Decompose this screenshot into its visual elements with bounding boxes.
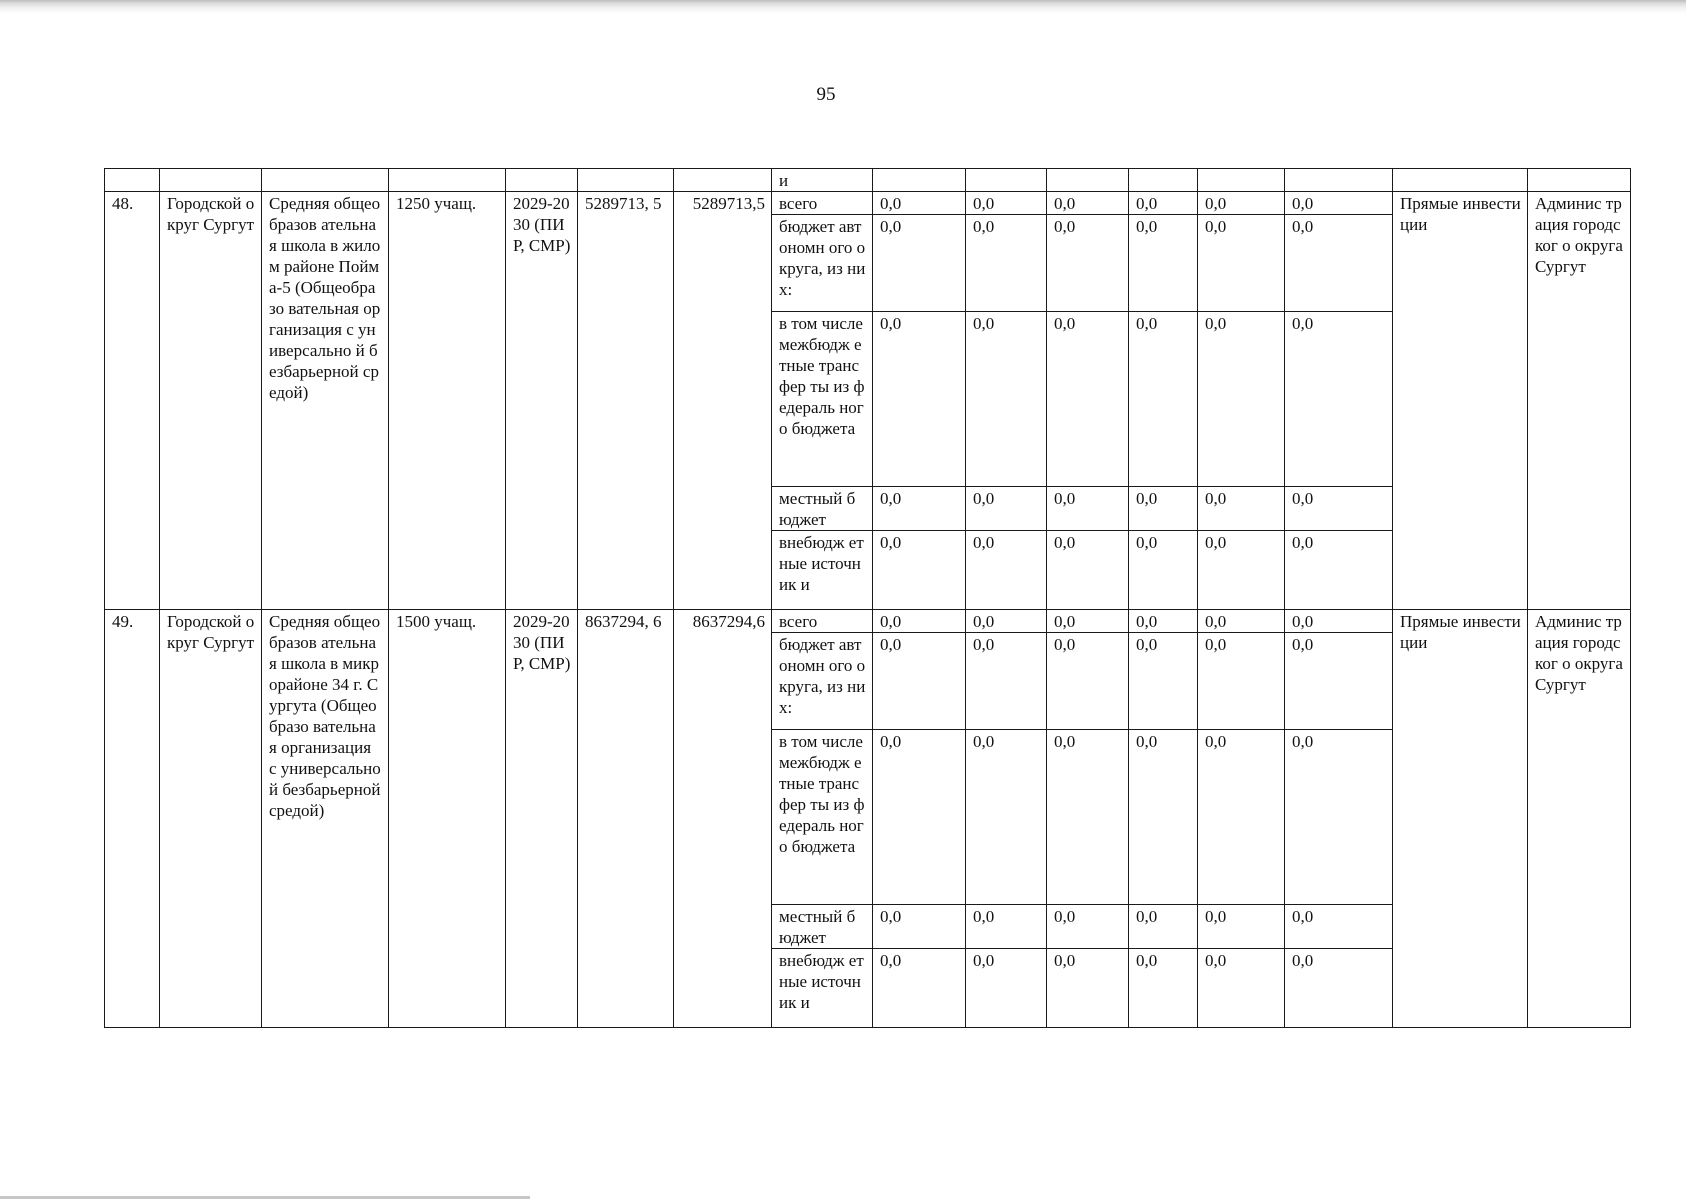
funding-value-cell: 0,0 (1285, 633, 1393, 730)
funding-value-cell: 0,0 (966, 531, 1047, 610)
table-cell (1528, 169, 1631, 192)
table-cell (105, 169, 160, 192)
municipality-cell: Городской округ Сургут (160, 610, 262, 1028)
period-cell: 2029-2030 (ПИР, СМР) (506, 192, 578, 610)
funding-value-cell: 0,0 (1285, 531, 1393, 610)
table-cell (1393, 169, 1528, 192)
funding-value-cell: 0,0 (1285, 215, 1393, 312)
scan-edge-top (0, 0, 1686, 14)
funding-source-cell: местный бюджет (772, 905, 873, 949)
funding-value-cell: 0,0 (1129, 312, 1198, 487)
table-cell (262, 169, 389, 192)
funding-value-cell: 0,0 (966, 730, 1047, 905)
funding-value-cell: 0,0 (1129, 531, 1198, 610)
funding-value-cell: 0,0 (873, 633, 966, 730)
funding-value-cell: 0,0 (966, 215, 1047, 312)
funding-value-cell: 0,0 (1198, 633, 1285, 730)
funding-source-cell: в том числе межбюдж етные трансфер ты из федераль ного бюджета (772, 730, 873, 905)
table-cell (389, 169, 506, 192)
funding-value-cell: 0,0 (1047, 730, 1129, 905)
funding-value-cell: 0,0 (1129, 633, 1198, 730)
object-name-cell: Средняя общеобразов ательная школа в микрорайоне 34 г. Сургута (Общеобразо вательная организация с универсально й безбарьерной средой) (262, 610, 389, 1028)
funding-value-cell: 0,0 (966, 633, 1047, 730)
capacity-cell: 1250 учащ. (389, 192, 506, 610)
funding-value-cell: 0,0 (966, 312, 1047, 487)
funding-value-cell: 0,0 (1047, 312, 1129, 487)
funding-value-cell: 0,0 (873, 312, 966, 487)
funding-source-cell: всего (772, 192, 873, 215)
funding-value-cell: 0,0 (873, 730, 966, 905)
funding-value-cell: 0,0 (1129, 949, 1198, 1028)
funding-value-cell: 0,0 (1198, 487, 1285, 531)
investment-table (104, 168, 1631, 1028)
funding-value-cell: 0,0 (873, 949, 966, 1028)
funding-value-cell: 0,0 (873, 215, 966, 312)
funding-value-cell: 0,0 (1198, 949, 1285, 1028)
funding-source-tail: и (772, 169, 873, 192)
row-number: 49. (105, 610, 160, 1028)
funding-value-cell: 0,0 (1047, 215, 1129, 312)
object-name-cell: Средняя общеобразов ательная школа в жилом районе Пойма-5 (Общеобразо вательная организация с универсально й безбарьерной средой) (262, 192, 389, 610)
funding-value-cell: 0,0 (1285, 192, 1393, 215)
funding-value-cell: 0,0 (873, 905, 966, 949)
funding-value-cell: 0,0 (1047, 487, 1129, 531)
cost-total-cell: 8637294,6 (674, 610, 772, 1028)
table-cell (578, 169, 674, 192)
funding-value-cell: 0,0 (1129, 487, 1198, 531)
funding-value-cell: 0,0 (873, 192, 966, 215)
funding-source-cell: бюджет автономн ого округа, из них: (772, 215, 873, 312)
funding-value-cell: 0,0 (966, 949, 1047, 1028)
cost-cell: 8637294, 6 (578, 610, 674, 1028)
funding-value-cell: 0,0 (1129, 215, 1198, 312)
table-cell (160, 169, 262, 192)
funding-value-cell: 0,0 (966, 487, 1047, 531)
funding-value-cell: 0,0 (1129, 610, 1198, 633)
table-cell (873, 169, 966, 192)
funding-value-cell: 0,0 (1285, 487, 1393, 531)
funding-value-cell: 0,0 (1198, 610, 1285, 633)
cost-cell: 5289713, 5 (578, 192, 674, 610)
scan-edge-bottom (0, 1196, 530, 1199)
funding-value-cell: 0,0 (1198, 312, 1285, 487)
table-cell (1198, 169, 1285, 192)
funding-value-cell: 0,0 (873, 531, 966, 610)
funding-value-cell: 0,0 (873, 610, 966, 633)
funding-value-cell: 0,0 (873, 487, 966, 531)
funding-value-cell: 0,0 (966, 905, 1047, 949)
funding-value-cell: 0,0 (1198, 192, 1285, 215)
funding-value-cell: 0,0 (1285, 949, 1393, 1028)
funding-value-cell: 0,0 (1047, 633, 1129, 730)
funding-value-cell: 0,0 (1198, 730, 1285, 905)
project-row (105, 192, 1631, 215)
investment-type-cell: Прямые инвестиции (1393, 192, 1528, 610)
table-cell (966, 169, 1047, 192)
funding-value-cell: 0,0 (1285, 905, 1393, 949)
funding-value-cell: 0,0 (1129, 192, 1198, 215)
funding-value-cell: 0,0 (1285, 730, 1393, 905)
funding-value-cell: 0,0 (1198, 531, 1285, 610)
row-number: 48. (105, 192, 160, 610)
project-row (105, 610, 1631, 633)
continuation-row (105, 169, 1631, 192)
funding-value-cell: 0,0 (966, 610, 1047, 633)
table-cell (1129, 169, 1198, 192)
funding-value-cell: 0,0 (1285, 312, 1393, 487)
table-cell (1047, 169, 1129, 192)
funding-source-cell: всего (772, 610, 873, 633)
funding-source-cell: бюджет автономн ого округа, из них: (772, 633, 873, 730)
funding-value-cell: 0,0 (1047, 905, 1129, 949)
funding-value-cell: 0,0 (966, 192, 1047, 215)
funding-value-cell: 0,0 (1285, 610, 1393, 633)
funding-value-cell: 0,0 (1047, 192, 1129, 215)
period-cell: 2029-2030 (ПИР, СМР) (506, 610, 578, 1028)
funding-value-cell: 0,0 (1047, 531, 1129, 610)
capacity-cell: 1500 учащ. (389, 610, 506, 1028)
table-cell (674, 169, 772, 192)
funding-source-cell: в том числе межбюдж етные трансфер ты из федераль ного бюджета (772, 312, 873, 487)
funding-source-cell: местный бюджет (772, 487, 873, 531)
municipality-cell: Городской округ Сургут (160, 192, 262, 610)
responsible-cell: Админис трация городског о округа Сургут (1528, 610, 1631, 1028)
funding-source-cell: внебюдж етные источник и (772, 949, 873, 1028)
table-cell (1285, 169, 1393, 192)
responsible-cell: Админис трация городског о округа Сургут (1528, 192, 1631, 610)
funding-value-cell: 0,0 (1198, 215, 1285, 312)
funding-value-cell: 0,0 (1198, 905, 1285, 949)
funding-value-cell: 0,0 (1047, 610, 1129, 633)
funding-value-cell: 0,0 (1129, 730, 1198, 905)
page-number: 95 (816, 84, 836, 105)
table-cell (506, 169, 578, 192)
investment-type-cell: Прямые инвестиции (1393, 610, 1528, 1028)
funding-source-cell: внебюдж етные источник и (772, 531, 873, 610)
cost-total-cell: 5289713,5 (674, 192, 772, 610)
funding-value-cell: 0,0 (1129, 905, 1198, 949)
table-body (105, 169, 1631, 1028)
funding-value-cell: 0,0 (1047, 949, 1129, 1028)
